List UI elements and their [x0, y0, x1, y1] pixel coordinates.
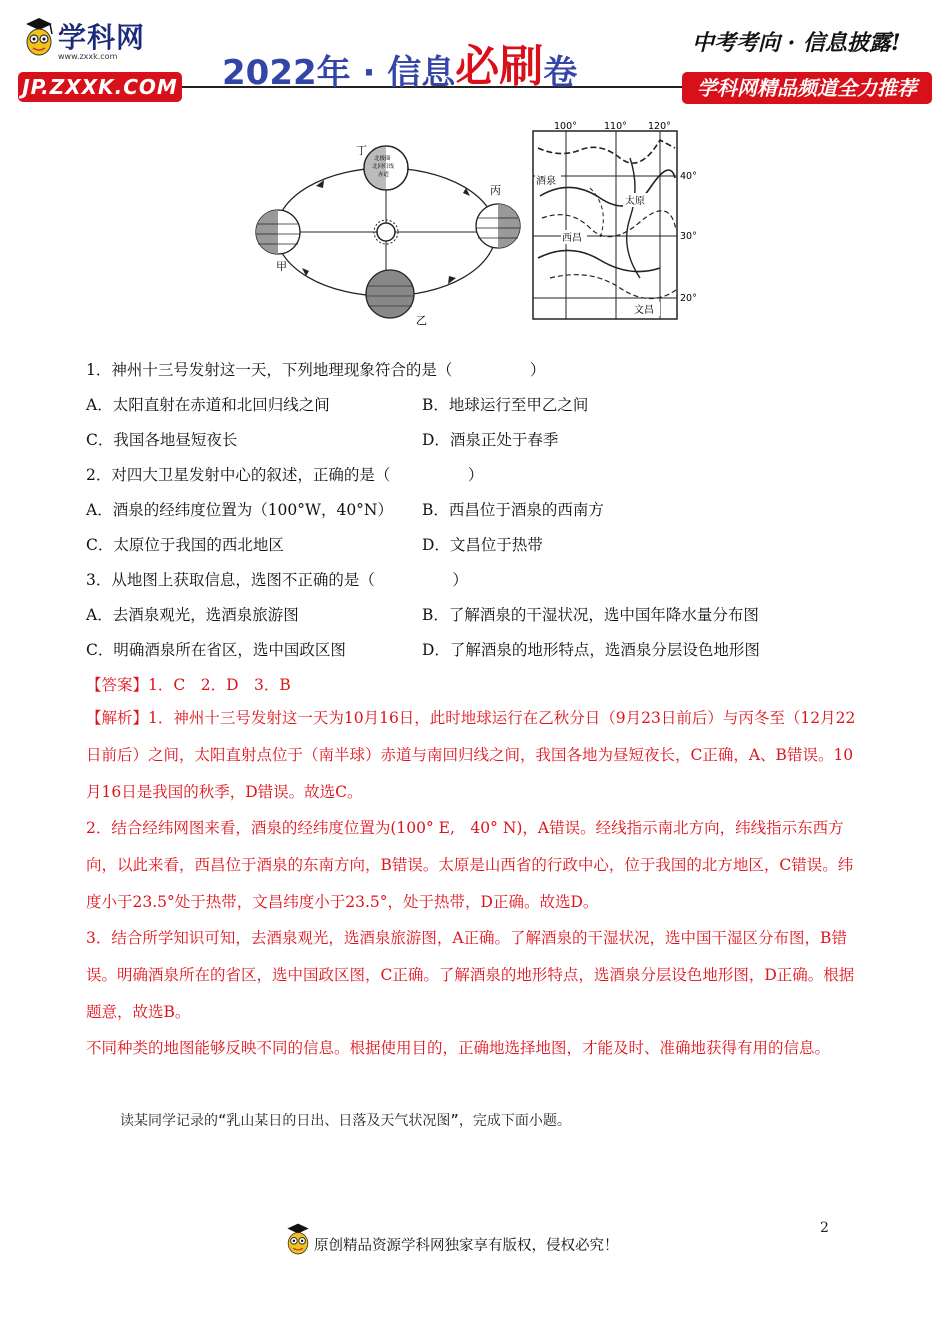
place-jiuquan: 酒泉 — [536, 176, 556, 187]
answer-key: 【答案】1．C 2．D 3．B — [86, 676, 291, 694]
globe-ding — [364, 146, 408, 190]
page-footer — [284, 1222, 684, 1258]
label-jia: 甲 — [276, 260, 287, 273]
lon-label-120: 120° — [648, 121, 671, 132]
q3-option-a: A．去酒泉观光，选酒泉旅游图 — [86, 606, 299, 624]
footer-mascot-icon — [284, 1222, 312, 1258]
q1-option-d: D．酒泉正处于春季 — [422, 431, 559, 449]
lon-label-110: 110° — [604, 121, 627, 132]
place-xichang: 西昌 — [562, 233, 582, 244]
lat-label-30: 30° — [680, 231, 697, 242]
question-1-stem: 1．神州十三号发射这一天，下列地理现象符合的是（ ） — [86, 361, 546, 379]
q2-option-d: D．文昌位于热带 — [422, 536, 543, 554]
q2-option-b: B．西昌位于酒泉的西南方 — [422, 501, 604, 519]
header-title — [222, 30, 578, 93]
question-3-stem: 3．从地图上获取信息，选图不正确的是（ ） — [86, 571, 468, 589]
globe-bing — [476, 204, 520, 248]
mascot-logo-icon — [22, 16, 56, 60]
next-question-lead-in: 读某同学记录的“乳山某日的日出、日落及天气状况图”，完成下面小题。 — [120, 1113, 571, 1129]
title-part-1: 2022年 · 信息 — [222, 53, 456, 93]
q3-option-c: C．明确酒泉所在省区，选中国政区图 — [86, 641, 346, 659]
analysis-paragraph-2: 2．结合经纬网图来看，酒泉的经纬度位置为(100° E, 40° N)，A错误。经线指示南北方向，纬线指示东西方向，以此来看，西昌位于酒泉的东南方向，B错误。太原是山西省的行政中心，位于我国的北方地区，C错误。纬度小于23.5°处于热带，文昌纬度小于23.5°，处于热带，D正确。故选D。 — [86, 819, 854, 911]
earth-orbit-figure — [246, 128, 532, 328]
sun-icon — [377, 223, 395, 241]
globe-text-3: 赤道 — [378, 172, 390, 178]
lat-label-40: 40° — [680, 171, 697, 182]
logo-text: 学科网 — [58, 21, 146, 54]
globe-text-2: 北回归线 — [372, 164, 395, 170]
globe-text-1: 北极圈 — [374, 156, 391, 162]
copyright-notice: 原创精品资源学科网独家享有版权，侵权必究！ — [314, 1238, 619, 1254]
globe-yi — [366, 270, 414, 318]
question-2-stem: 2．对四大卫星发射中心的叙述，正确的是（ ） — [86, 466, 484, 484]
globe-jia — [256, 210, 300, 254]
q2-option-a: A．酒泉的经纬度位置为（100°W，40°N） — [86, 501, 393, 519]
q1-option-b: B．地球运行至甲乙之间 — [422, 396, 589, 414]
place-taiyuan: 太原 — [625, 196, 645, 207]
analysis-paragraph-3: 3．结合所学知识可知，去酒泉观光，选酒泉旅游图，A正确。了解酒泉的干湿状况，选中国干湿区分布图，B错误。明确酒泉所在的省区，选中国政区图，C正确。了解酒泉的地形特点，选酒泉分层设色地形图，D正确。根据题意，故选B。 — [86, 929, 855, 1021]
title-part-3: 卷 — [543, 53, 578, 93]
page-number: 2 — [820, 1220, 829, 1236]
lon-label-100: 100° — [554, 121, 577, 132]
satellite-center-map — [530, 118, 714, 324]
q1-option-a: A．太阳直射在赤道和北回归线之间 — [86, 396, 330, 414]
q2-option-c: C．太原位于我国的西北地区 — [86, 536, 284, 554]
q3-option-d: D．了解酒泉的地形特点，选酒泉分层设色地形图 — [422, 641, 760, 659]
logo-url: www.zxxk.com — [58, 52, 118, 61]
analysis-summary: 不同种类的地图能够反映不同的信息。根据使用目的，正确地选择地图，才能及时、准确地获得有用的信息。 — [86, 1039, 831, 1057]
header-slogan: 中考考向 · 信息披露! — [692, 30, 901, 56]
q3-option-b: B．了解酒泉的干湿状况，选中国年降水量分布图 — [422, 606, 759, 624]
place-wenchang: 文昌 — [634, 305, 654, 316]
site-badge[interactable]: JP.ZXXK.COM — [18, 72, 182, 102]
title-part-2: 必刷 — [455, 41, 544, 92]
channel-badge: 学科网精品频道全力推荐 — [682, 72, 932, 104]
label-yi: 乙 — [416, 314, 427, 327]
label-ding: 丁 — [356, 144, 367, 157]
label-bing: 丙 — [490, 184, 501, 197]
lat-label-20: 20° — [680, 293, 697, 304]
q1-option-c: C．我国各地昼短夜长 — [86, 431, 238, 449]
analysis-paragraph-1: 【解析】1．神州十三号发射这一天为10月16日，此时地球运行在乙秋分日（9月23日前后）与丙冬至（12月22日前后）之间，太阳直射点位于（南半球）赤道与南回归线之间，我国各地为昼短夜长，C正确，A、B错误。10月16日是我国的秋季，D错误。故选C。 — [86, 709, 856, 801]
page-header — [0, 0, 950, 110]
